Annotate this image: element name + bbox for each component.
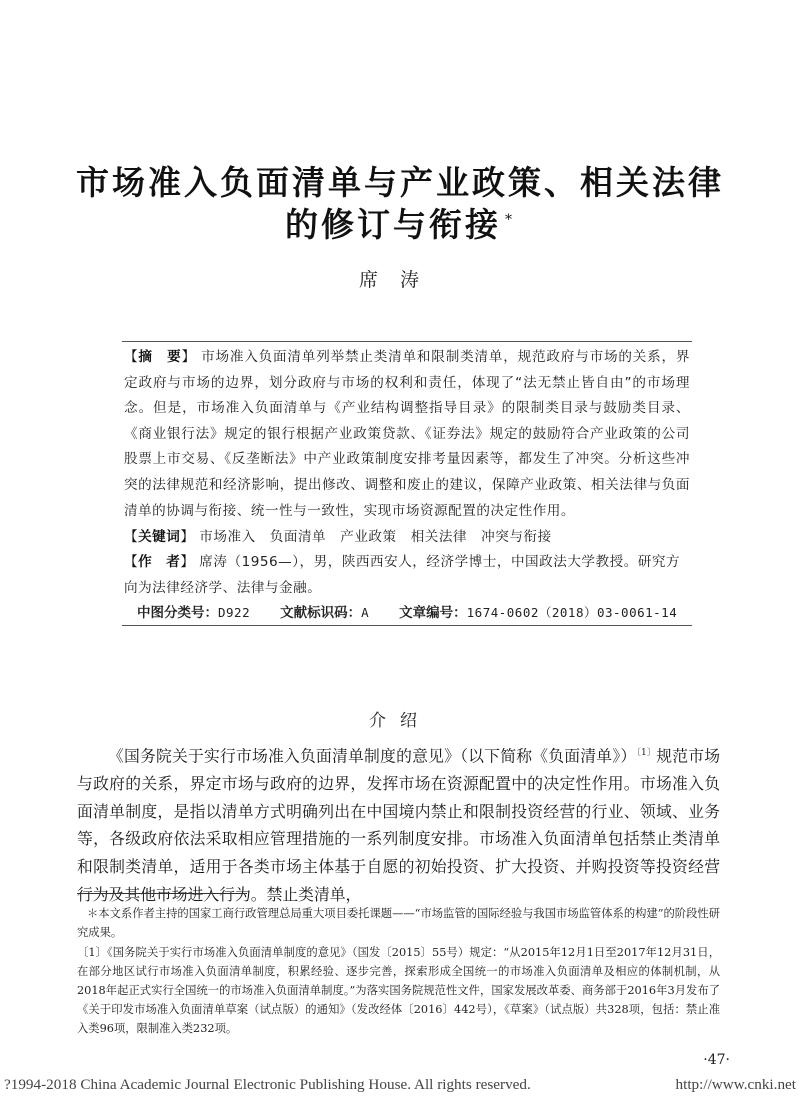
abstract-top-rule (122, 341, 692, 342)
article-title-line-2 (60, 199, 740, 246)
author-info (124, 550, 690, 601)
document-code (280, 601, 369, 621)
copyright-line (4, 1076, 796, 1094)
clc-value: D922 (218, 605, 251, 620)
footnote-1: 〔1〕《国务院关于实行市场准入负面清单制度的意见》（国发〔2015〕55号）规定：“从2015年12月1日至2017年12月31日，在部分地区试行市场准入负面清单制度，积累经验、逐步完善，探索形成全国统一的市场准入负面清单及相应的体制机制，从2018年起正式实行全国统一的市场准入负面清单制度。”为落实国务院规范性文件，国家发展改革委、商务部于2016年3月发布了《关于印发市场准入负面清单草案（试点版）的通知》（发改经体〔2016〕442号），《草案》（试点版）共328项，包括：禁止准入类96项，限制准入类232项。 (77, 946, 720, 1035)
author-info-label-text: 作 者 (138, 554, 181, 570)
clc-number (137, 601, 250, 621)
article-number-label: 文章编号： (399, 605, 467, 621)
abstract-bottom-rule (122, 625, 692, 626)
footnote-reference: 〔1〕 (636, 748, 657, 758)
abstract-label: 【摘 要】 (124, 349, 196, 365)
body-text-start: 《国务院关于实行市场准入负面清单制度的意见》（以下简称《负面清单》） (108, 746, 637, 766)
footnote-separator (77, 893, 247, 894)
doc-code-label: 文献标识码： (280, 605, 362, 621)
article-title-line-2-text: 的修订与衔接 (285, 205, 501, 244)
abstract (124, 345, 690, 524)
body-text-rest: 规范市场与政府的关系，界定市场与政府的边界，发挥市场在资源配置中的决定性作用。市场准入负面清单制度，是指以清单方式明确列出在中国境内禁止和限制投资经营的行业、领域、业务等，各级政府依法采取相应管理措施的一系列制度安排。市场准入负面清单包括禁止类清单和限制类清单，适用于各类市场主体基于自愿的初始投资、扩大投资、并购投资等投资经营行为及其他市场进入行为。禁止类清单， (77, 746, 720, 904)
copyright-text: ?1994-2018 China Academic Journal Electronic Publishing House. All rights reserved. (4, 1076, 531, 1093)
article-number-value: 1674-0602（2018）03-0061-14 (466, 605, 678, 620)
article-title-line-1: 市场准入负面清单与产业政策、相关法律 (76, 163, 724, 202)
section-heading: 介绍 (369, 711, 431, 731)
author-name: 席涛 (358, 269, 441, 291)
keywords-text: 市场准入 负面清单 产业政策 相关法律 冲突与衔接 (199, 529, 552, 545)
abstract-label-text: 摘 要 (138, 349, 182, 365)
classification-row (137, 601, 697, 621)
author-info-label: 【作 者】 (124, 554, 195, 570)
page-number: ·47· (703, 1052, 730, 1068)
cnki-url: http://www.cnki.net (675, 1076, 796, 1093)
keywords-label: 【关键词】 (124, 529, 195, 545)
body-paragraph (77, 740, 720, 908)
keywords-label-text: 关键词 (138, 529, 181, 545)
doc-code-value: A (361, 605, 370, 620)
author-info-text: 席涛（1956—），男，陕西西安人，经济学博士，中国政法大学教授。研究方向为法律经济学、法律与金融。 (124, 554, 681, 596)
article-number (399, 601, 677, 621)
clc-label: 中图分类号： (137, 605, 218, 621)
footnote-funding: ＊本文系作者主持的国家工商行政管理总局重大项目委托课题——“市场监管的国际经验与我国市场监管体系的构建”的阶段性研究成果。 (77, 907, 720, 939)
title-footnote-mark: * (505, 212, 515, 228)
abstract-text: 市场准入负面清单列举禁止类清单和限制类清单，规范政府与市场的关系，界定政府与市场的边界，划分政府与市场的权利和责任，体现了“法无禁止皆自由”的市场理念。但是，市场准入负面清单与《产业结构调整指导目录》的限制类目录与鼓励类目录、《商业银行法》规定的银行根据产业政策贷款、《证券法》规定的鼓励符合产业政策的公司股票上市交易、《反垄断法》中产业政策制度安排考量因素等，都发生了冲突。分析这些冲突的法律规范和经济影响，提出修改、调整和废止的建议，保障产业政策、相关法律与负面清单的协调与衔接、统一性与一致性，实现市场资源配置的决定性作用。 (124, 349, 691, 519)
keywords (124, 525, 690, 551)
